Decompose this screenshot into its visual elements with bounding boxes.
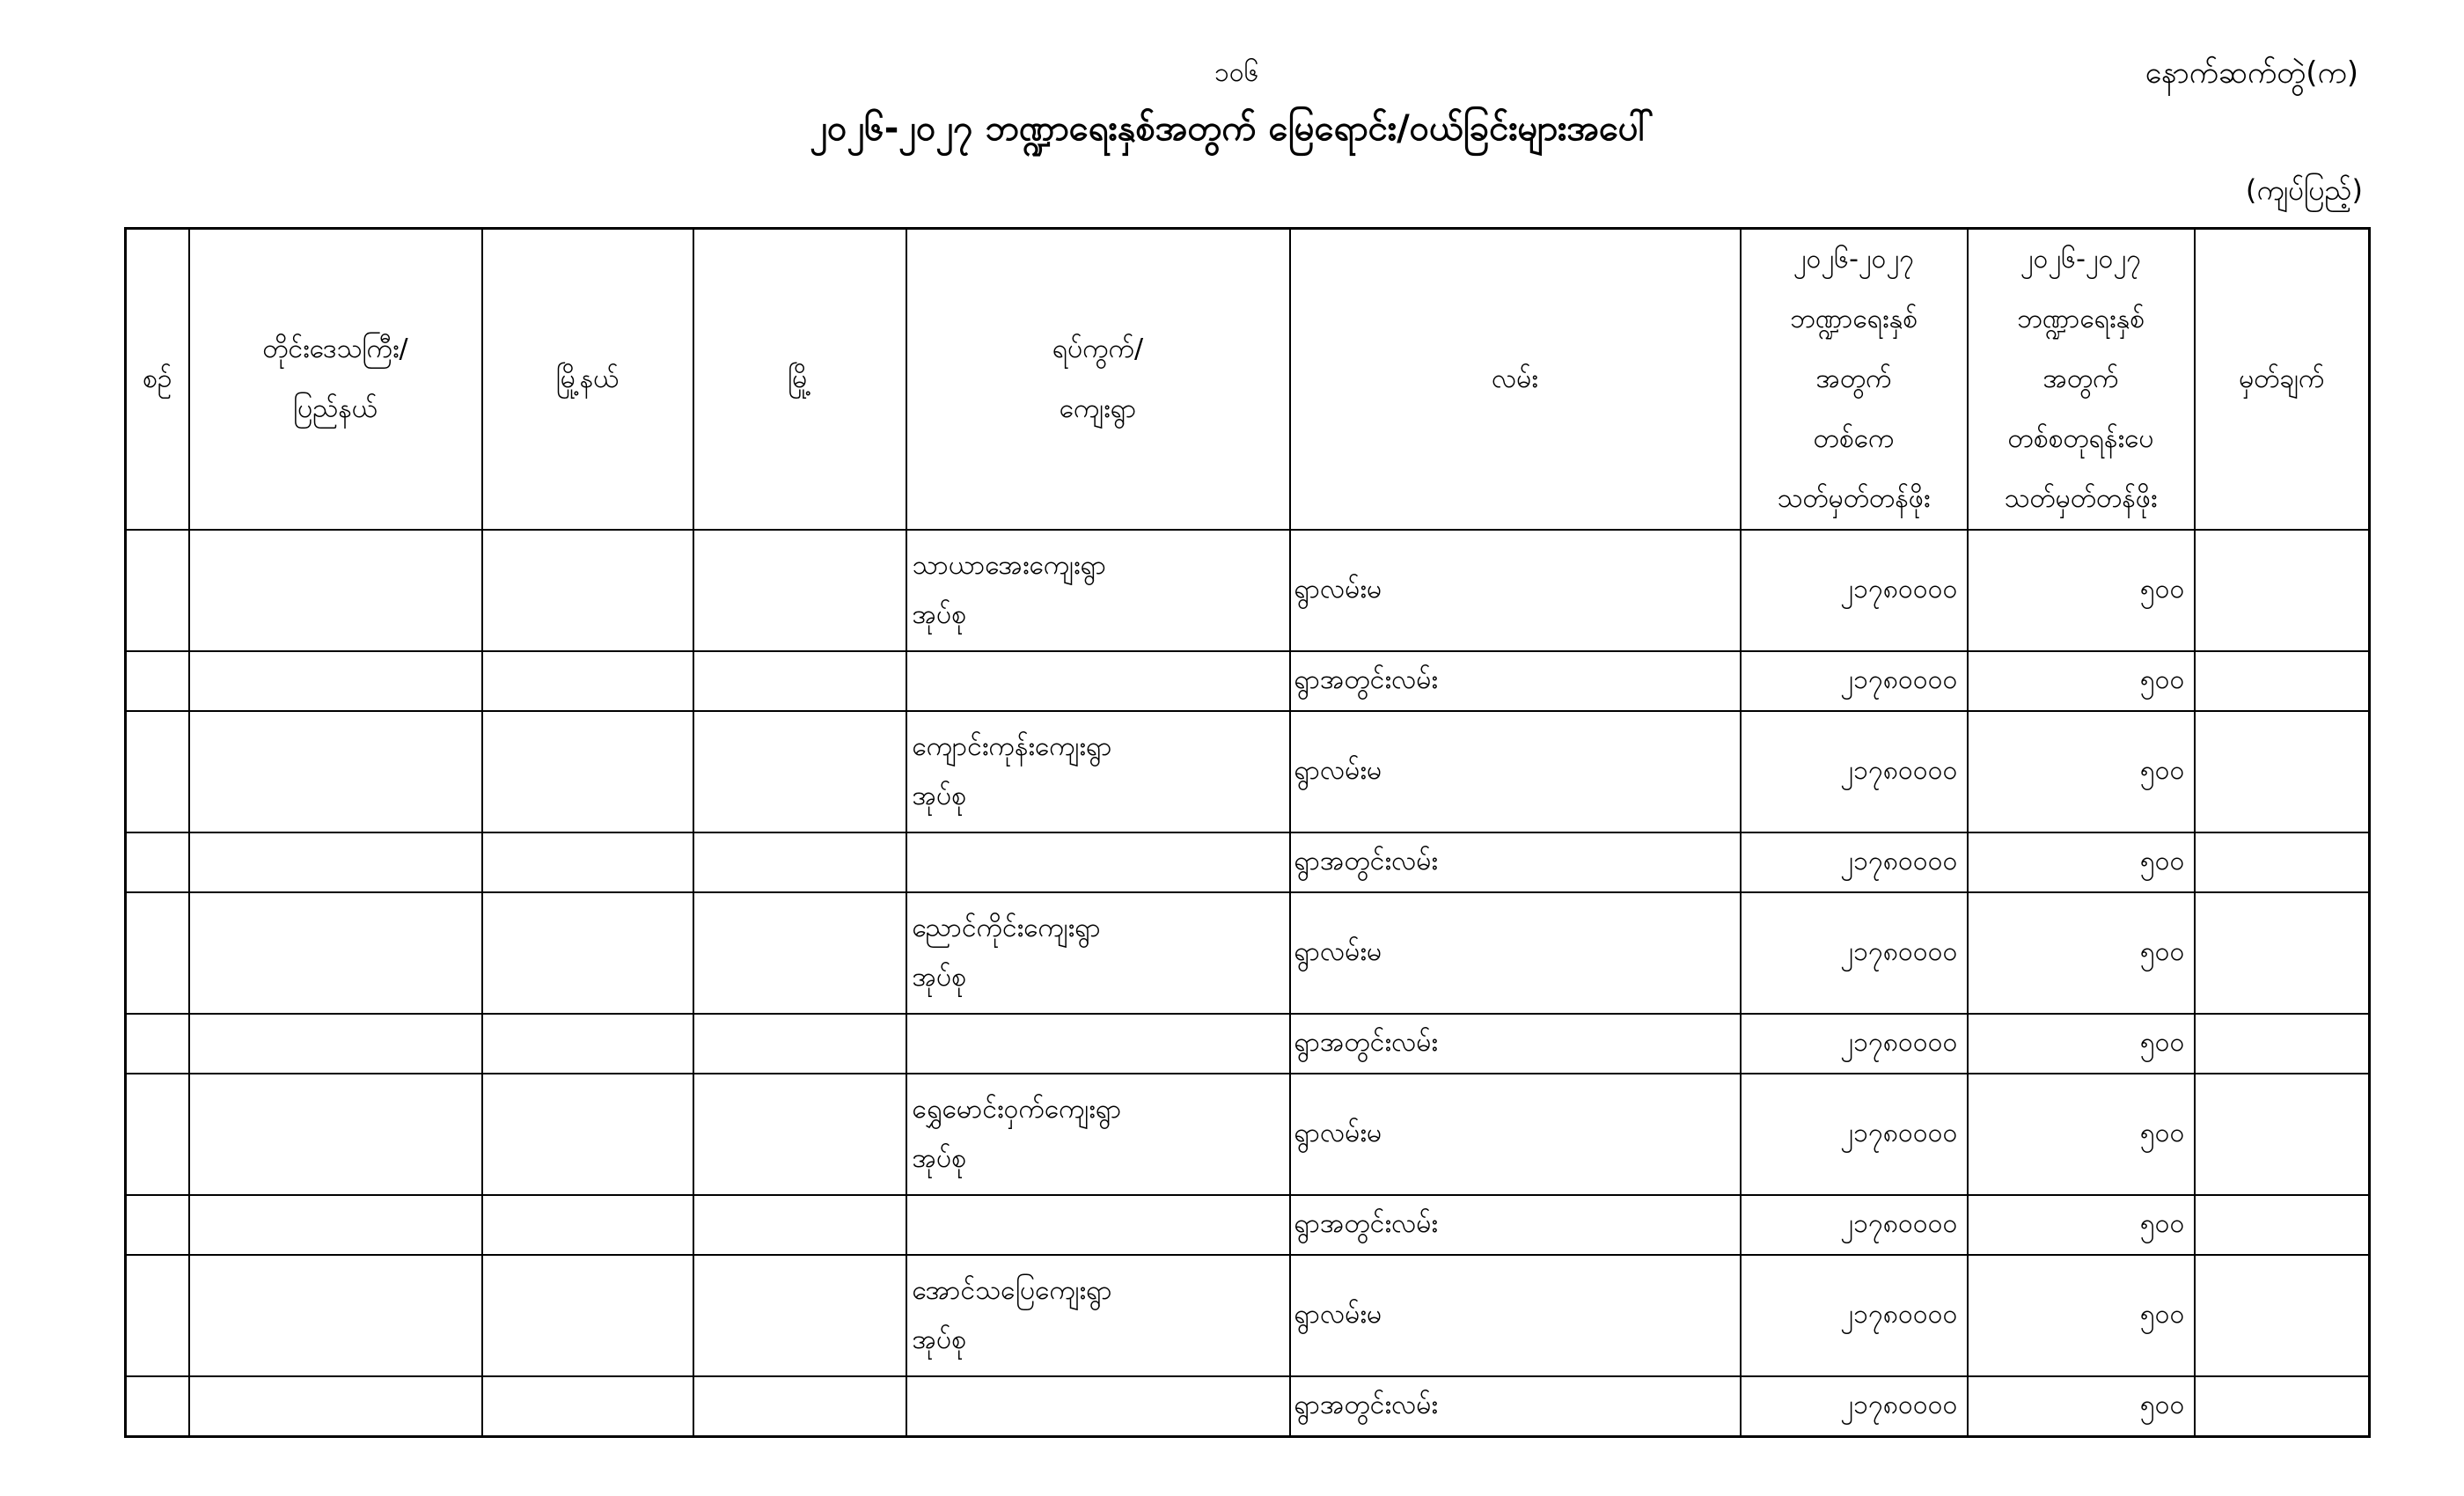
- township-cell: [482, 892, 693, 1014]
- header-ward-village: [906, 229, 1290, 531]
- acre-value-cell: ၂၁၇၈၀၀၀၀: [1741, 1074, 1968, 1195]
- serial-cell: [126, 1195, 189, 1255]
- town-cell: [693, 1014, 906, 1074]
- township-cell: [482, 832, 693, 892]
- township-cell: [482, 530, 693, 651]
- region-cell: [189, 711, 482, 832]
- table-row: [126, 832, 2370, 892]
- remarks-cell: [2195, 1195, 2370, 1255]
- header-sqft-line2: ဘဏ္ဍာရေးနှစ်: [2017, 304, 2145, 334]
- sqft-value-cell: ၅၀၀: [1968, 1255, 2195, 1376]
- header-remarks: မှတ်ချက်: [2195, 229, 2370, 531]
- remarks-cell: [2195, 892, 2370, 1014]
- acre-value-cell: ၂၁၇၈၀၀၀၀: [1741, 1255, 1968, 1376]
- page-number: ၁၀၆: [1214, 57, 1259, 88]
- sqft-value-cell: ၅၀၀: [1968, 530, 2195, 651]
- remarks-cell: [2195, 711, 2370, 832]
- header-acre-line4: တစ်ကေ: [1813, 423, 1895, 454]
- table-row: [126, 1195, 2370, 1255]
- road-cell: ရွာအတွင်းလမ်း: [1290, 1195, 1741, 1255]
- table-header-row: [126, 229, 2370, 531]
- town-cell: [693, 711, 906, 832]
- acre-value-cell: ၂၁၇၈၀၀၀၀: [1741, 1014, 1968, 1074]
- serial-cell: [126, 1376, 189, 1437]
- sqft-value-cell: ၅၀၀: [1968, 651, 2195, 711]
- village-name: သာယာအေးကျေးရွာ: [912, 550, 1107, 581]
- village-group-label: အုပ်စု: [912, 1324, 967, 1355]
- acre-value-cell: ၂၁၇၈၀၀၀၀: [1741, 1195, 1968, 1255]
- sqft-value-cell: ၅၀၀: [1968, 892, 2195, 1014]
- currency-unit-label: (ကျပ်ပြည့်): [2245, 173, 2363, 207]
- town-cell: [693, 651, 906, 711]
- sqft-value-cell: ၅၀၀: [1968, 1195, 2195, 1255]
- village-cell: [906, 1255, 1290, 1376]
- township-cell: [482, 1255, 693, 1376]
- serial-cell: [126, 651, 189, 711]
- region-cell: [189, 1376, 482, 1437]
- header-region-line2: ပြည်နယ်: [293, 393, 378, 424]
- town-cell: [693, 1255, 906, 1376]
- region-cell: [189, 1014, 482, 1074]
- serial-cell: [126, 832, 189, 892]
- township-cell: [482, 651, 693, 711]
- header-sqft-line4: တစ်စတုရန်းပေ: [2007, 423, 2154, 454]
- serial-cell: [126, 530, 189, 651]
- village-group-label: အုပ်စု: [912, 1143, 967, 1174]
- table-row: [126, 711, 2370, 832]
- header-road: လမ်း: [1290, 229, 1741, 531]
- remarks-cell: [2195, 1074, 2370, 1195]
- acre-value-cell: ၂၁၇၈၀၀၀၀: [1741, 1376, 1968, 1437]
- township-cell: [482, 1014, 693, 1074]
- acre-value-cell: ၂၁၇၈၀၀၀၀: [1741, 832, 1968, 892]
- township-cell: [482, 711, 693, 832]
- remarks-cell: [2195, 530, 2370, 651]
- town-cell: [693, 1074, 906, 1195]
- town-cell: [693, 832, 906, 892]
- header-acre-line1: ၂၀၂၆-၂၀၂၇: [1793, 244, 1915, 275]
- road-cell: ရွာအတွင်းလမ်း: [1290, 651, 1741, 711]
- header-region-line1: တိုင်းဒေသကြီး/: [262, 334, 408, 364]
- acre-value-cell: ၂၁၇၈၀၀၀၀: [1741, 651, 1968, 711]
- village-name: ညောင်ကိုင်းကျေးရွာ: [912, 913, 1101, 943]
- township-cell: [482, 1074, 693, 1195]
- village-cell: [906, 1195, 1290, 1255]
- header-serial: စဉ်: [126, 229, 189, 531]
- region-cell: [189, 1074, 482, 1195]
- village-cell: [906, 832, 1290, 892]
- table-row: [126, 1074, 2370, 1195]
- town-cell: [693, 892, 906, 1014]
- village-name: ရွှေမောင်းဝှက်ကျေးရွာ: [912, 1094, 1122, 1125]
- sqft-value-cell: ၅၀၀: [1968, 1376, 2195, 1437]
- header-sqft-value: [1968, 229, 2195, 531]
- acre-value-cell: ၂၁၇၈၀၀၀၀: [1741, 530, 1968, 651]
- region-cell: [189, 1195, 482, 1255]
- village-name: ကျောင်းကုန်းကျေးရွာ: [912, 731, 1112, 762]
- header-acre-line2: ဘဏ္ဍာရေးနှစ်: [1790, 304, 1918, 334]
- village-cell: [906, 892, 1290, 1014]
- serial-cell: [126, 892, 189, 1014]
- village-group-label: အုပ်စု: [912, 599, 967, 630]
- header-sqft-line5: သတ်မှတ်တန်ဖိုး: [2004, 483, 2158, 514]
- land-value-table: [124, 227, 2371, 1438]
- township-cell: [482, 1195, 693, 1255]
- region-cell: [189, 892, 482, 1014]
- table-row: [126, 892, 2370, 1014]
- header-acre-line5: သတ်မှတ်တန်ဖိုး: [1777, 483, 1931, 514]
- town-cell: [693, 1376, 906, 1437]
- serial-cell: [126, 1074, 189, 1195]
- sqft-value-cell: ၅၀၀: [1968, 1014, 2195, 1074]
- remarks-cell: [2195, 1255, 2370, 1376]
- village-group-label: အုပ်စု: [912, 962, 967, 993]
- header-sqft-line1: ၂၀၂၆-၂၀၂၇: [2020, 244, 2142, 275]
- acre-value-cell: ၂၁၇၈၀၀၀၀: [1741, 892, 1968, 1014]
- serial-cell: [126, 1255, 189, 1376]
- table-row: [126, 651, 2370, 711]
- remarks-cell: [2195, 1376, 2370, 1437]
- village-cell: [906, 1014, 1290, 1074]
- header-acre-value: [1741, 229, 1968, 531]
- road-cell: ရွာလမ်းမ: [1290, 1255, 1741, 1376]
- header-ward-line2: ကျေးရွာ: [1059, 393, 1137, 424]
- annex-label: နောက်ဆက်တွဲ(က): [2145, 55, 2358, 91]
- region-cell: [189, 651, 482, 711]
- road-cell: ရွာလမ်းမ: [1290, 530, 1741, 651]
- table-row: [126, 530, 2370, 651]
- sqft-value-cell: ၅၀၀: [1968, 711, 2195, 832]
- header-acre-line3: အတွက်: [1815, 363, 1892, 394]
- village-group-label: အုပ်စု: [912, 781, 967, 811]
- region-cell: [189, 530, 482, 651]
- town-cell: [693, 530, 906, 651]
- header-ward-line1: ရပ်ကွက်/: [1052, 334, 1144, 364]
- sqft-value-cell: ၅၀၀: [1968, 832, 2195, 892]
- serial-cell: [126, 1014, 189, 1074]
- remarks-cell: [2195, 651, 2370, 711]
- road-cell: ရွာလမ်းမ: [1290, 892, 1741, 1014]
- town-cell: [693, 1195, 906, 1255]
- remarks-cell: [2195, 1014, 2370, 1074]
- table-row: [126, 1255, 2370, 1376]
- header-region: [189, 229, 482, 531]
- village-cell: [906, 651, 1290, 711]
- road-cell: ရွာအတွင်းလမ်း: [1290, 832, 1741, 892]
- township-cell: [482, 1376, 693, 1437]
- village-cell: [906, 1074, 1290, 1195]
- road-cell: ရွာလမ်းမ: [1290, 1074, 1741, 1195]
- road-cell: ရွာလမ်းမ: [1290, 711, 1741, 832]
- road-cell: ရွာအတွင်းလမ်း: [1290, 1014, 1741, 1074]
- serial-cell: [126, 711, 189, 832]
- village-cell: [906, 530, 1290, 651]
- village-cell: [906, 711, 1290, 832]
- header-town: မြို့: [693, 229, 906, 531]
- acre-value-cell: ၂၁၇၈၀၀၀၀: [1741, 711, 1968, 832]
- region-cell: [189, 832, 482, 892]
- sqft-value-cell: ၅၀၀: [1968, 1074, 2195, 1195]
- document-title: ၂၀၂၆-၂၀၂၇ ဘဏ္ဍာရေးနှစ်အတွက် မြေရောင်း/ဝယ်ခြင်းများအပေါ်: [810, 108, 1654, 149]
- village-cell: [906, 1376, 1290, 1437]
- road-cell: ရွာအတွင်းလမ်း: [1290, 1376, 1741, 1437]
- remarks-cell: [2195, 832, 2370, 892]
- header-sqft-line3: အတွက်: [2042, 363, 2119, 394]
- region-cell: [189, 1255, 482, 1376]
- table-row: [126, 1014, 2370, 1074]
- table-row: [126, 1376, 2370, 1437]
- header-township: မြို့နယ်: [482, 229, 693, 531]
- village-name: အောင်သပြေကျေးရွာ: [912, 1275, 1112, 1306]
